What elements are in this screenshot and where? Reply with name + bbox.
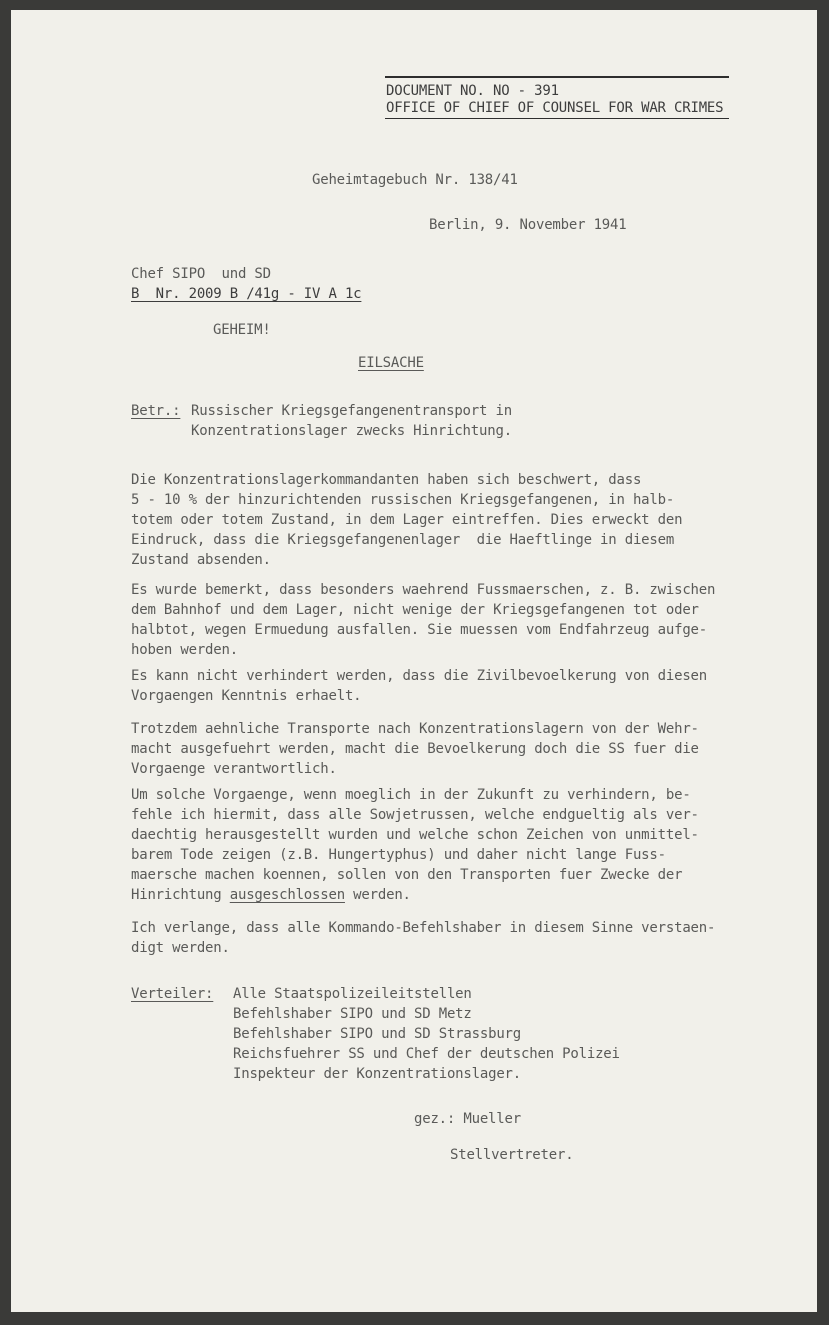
paragraph-4-line: Trotzdem aehnliche Transporte nach Konzentrationslagern von der Wehr- (131, 721, 699, 737)
paragraph-1-line: Die Konzentrationslagerkommandanten haben sich beschwert, dass (131, 472, 642, 488)
sender-line-1: Chef SIPO und SD (131, 266, 271, 282)
paragraph-3-line: Vorgaengen Kenntnis erhaelt. (131, 688, 362, 704)
diary-number: Geheimtagebuch Nr. 138/41 (312, 172, 518, 188)
paragraph-1-line: Eindruck, dass die Kriegsgefangenenlager die Haeftlinge in diesem (131, 532, 675, 548)
paragraph-2-line: hoben werden. (131, 642, 238, 658)
urgency: EILSACHE (358, 355, 424, 371)
signer-title: Stellvertreter. (450, 1147, 574, 1163)
subject-label: Betr.: (131, 403, 181, 419)
classification: GEHEIM! (213, 322, 271, 338)
paragraph-6-line: digt werden. (131, 940, 230, 956)
paragraph-4-line: macht ausgefuehrt werden, macht die Bevoelkerung doch die SS fuer die (131, 741, 699, 757)
paragraph-1-line: 5 - 10 % der hinzurichtenden russischen Kriegsgefangenen, in halb- (131, 492, 675, 508)
document-number: DOCUMENT NO. NO - 391 (386, 83, 559, 99)
subject-line-2: Konzentrationslager zwecks Hinrichtung. (191, 423, 512, 439)
paragraph-1-line: Zustand absenden. (131, 552, 271, 568)
subject-line-1: Russischer Kriegsgefangenentransport in (191, 403, 512, 419)
paragraph-5-line: maersche machen koennen, sollen von den Transporten fuer Zwecke der (131, 867, 683, 883)
paragraph-5-line: Um solche Vorgaenge, wenn moeglich in der Zukunft zu verhindern, be- (131, 787, 691, 803)
paragraph-1-line: totem oder totem Zustand, in dem Lager eintreffen. Dies erweckt den (131, 512, 683, 528)
header-rule (385, 76, 729, 78)
distribution-item: Befehlshaber SIPO und SD Metz (233, 1006, 472, 1022)
paragraph-2-line: dem Bahnhof und dem Lager, nicht wenige der Kriegsgefangenen tot oder (131, 602, 699, 618)
header-rule (385, 118, 729, 119)
distribution-item: Alle Staatspolizeileitstellen (233, 986, 472, 1002)
distribution-item: Befehlshaber SIPO und SD Strassburg (233, 1026, 522, 1042)
paragraph-2-line: Es wurde bemerkt, dass besonders waehrend Fussmaerschen, z. B. zwischen (131, 582, 716, 598)
distribution-label: Verteiler: (131, 986, 214, 1002)
paragraph-6-line: Ich verlange, dass alle Kommando-Befehlshaber in diesem Sinne verstaen- (131, 920, 716, 936)
paragraph-5-text: werden. (344, 887, 411, 903)
place-date: Berlin, 9. November 1941 (429, 217, 627, 233)
paragraph-5-last-line (131, 885, 411, 905)
distribution-item: Reichsfuehrer SS und Chef der deutschen Polizei (233, 1046, 620, 1062)
sender-line-2: B Nr. 2009 B /41g - IV A 1c (131, 286, 362, 302)
paragraph-4-line: Vorgaenge verantwortlich. (131, 761, 337, 777)
paragraph-5-text: Hinrichtung (131, 887, 230, 903)
distribution-item: Inspekteur der Konzentrationslager. (233, 1066, 522, 1082)
paragraph-3-line: Es kann nicht verhindert werden, dass die Zivilbevoelkerung von diesen (131, 668, 708, 684)
document-page (11, 10, 817, 1312)
paragraph-5-line: daechtig herausgestellt wurden und welche schon Zeichen von unmittel- (131, 827, 699, 843)
underlined-word: ausgeschlossen (229, 887, 345, 903)
paragraph-5-line: barem Tode zeigen (z.B. Hungertyphus) und daher nicht lange Fuss- (131, 847, 666, 863)
office-line: OFFICE OF CHIEF OF COUNSEL FOR WAR CRIMES (386, 100, 724, 116)
paragraph-5-line: fehle ich hiermit, dass alle Sowjetrussen, welche endgueltig als ver- (131, 807, 699, 823)
paragraph-2-line: halbtot, wegen Ermuedung ausfallen. Sie muessen vom Endfahrzeug aufge- (131, 622, 708, 638)
signature-line: gez.: Mueller (414, 1111, 521, 1127)
